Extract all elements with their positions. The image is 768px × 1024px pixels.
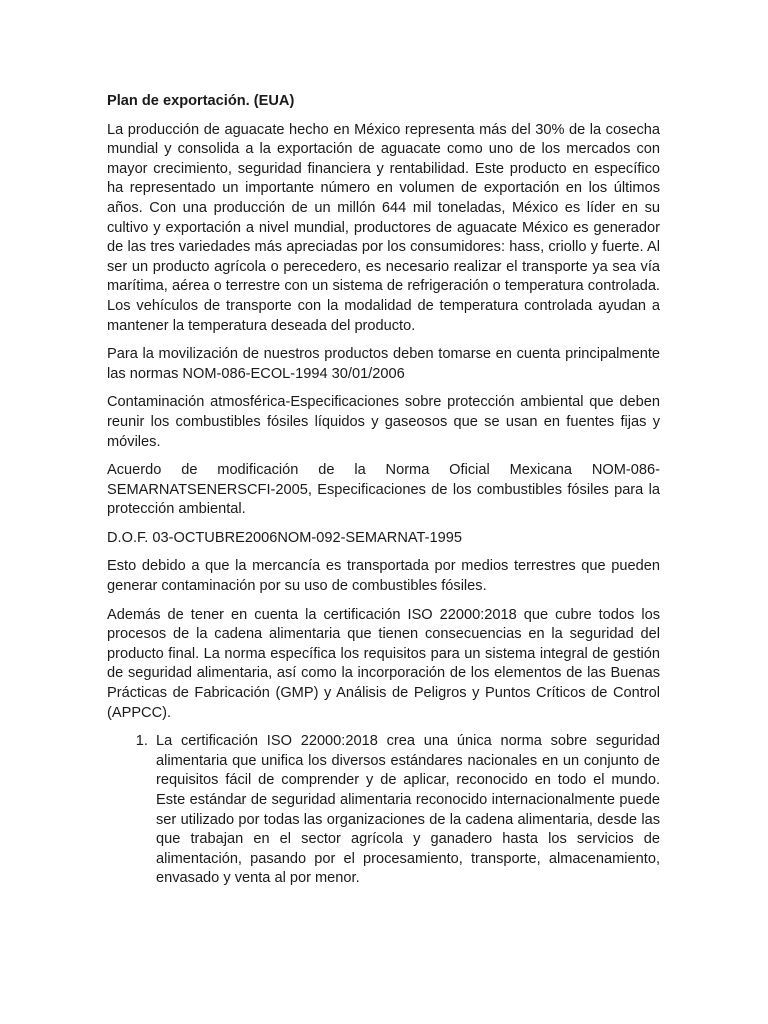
paragraph-dof-reference: D.O.F. 03-OCTUBRE2006NOM-092-SEMARNAT-1995	[107, 529, 462, 546]
numbered-list	[107, 732, 660, 889]
document-page	[107, 92, 660, 889]
paragraph-air-pollution: Contaminación atmosférica-Especificaciones sobre protección ambiental que deben reunir los combustibles fósiles líquidos y gaseosos que se usan en fuentes fijas y móviles.	[107, 394, 660, 450]
list-item: 1. La certificación ISO 22000:2018 crea una única norma sobre seguridad alimentaria que unifica los diversos estándares nacionales en un conjunto de requisitos fácil de comprender y de aplicar, reconocido en todo el mundo. Este estándar de seguridad alimentaria reconocido internacionalmente puede ser utilizado por todas las organizaciones de la cadena alimentaria, desde las que trabajan en el sector agrícola y ganadero hasta los servicios de alimentación, pasando por el procesamiento, transporte, almacenamiento, envasado y venta al por menor.	[152, 732, 660, 889]
paragraph-ground-transport: Esto debido a que la mercancía es transportada por medios terrestres que pueden generar contaminación por su uso de combustibles fósiles.	[107, 558, 660, 595]
paragraph-avocado-production: La producción de aguacate hecho en México representa más del 30% de la cosecha mundial y consolida a la exportación de aguacate como uno de los mercados con mayor crecimiento, seguridad financiera y rentabilidad. Este producto en específico ha representado un importante número en volumen de exportación en los últimos años. Con una producción de un millón 644 mil toneladas, México es líder en su cultivo y exportación a nivel mundial, productores de aguacate México es generador de las tres variedades más apreciadas por los consumidores: hass, criollo y fuerte. Al ser un producto agrícola o perecedero, es necesario realizar el transporte ya sea vía marítima, aérea o terrestre con un sistema de refrigeración o temperatura controlada. Los vehículos de transporte con la modalidad de temperatura controlada ayudan a mantener la temperatura deseada del producto.	[107, 121, 660, 334]
paragraph-transport-norms: Para la movilización de nuestros productos deben tomarse en cuenta principalmente las normas NOM-086-ECOL-1994 30/01/2006	[107, 346, 660, 382]
document-title: Plan de exportación. (EUA)	[107, 93, 295, 109]
paragraph-iso-certification: Además de tener en cuenta la certificación ISO 22000:2018 que cubre todos los procesos de la cadena alimentaria que tienen consecuencias en la seguridad del producto final. La norma específica los requisitos para un sistema integral de gestión de seguridad alimentaria, así como la incorporación de los elementos de las Buenas Prácticas de Fabricación (GMP) y Análisis de Peligros y Puntos Críticos de Control (APPCC).	[107, 606, 660, 721]
paragraph-modification-agreement: Acuerdo de modificación de la Norma Oficial Mexicana NOM-086-SEMARNATSENERSCFI-2005, Especificaciones de los combustibles fósiles para la protección ambiental.	[107, 462, 660, 518]
